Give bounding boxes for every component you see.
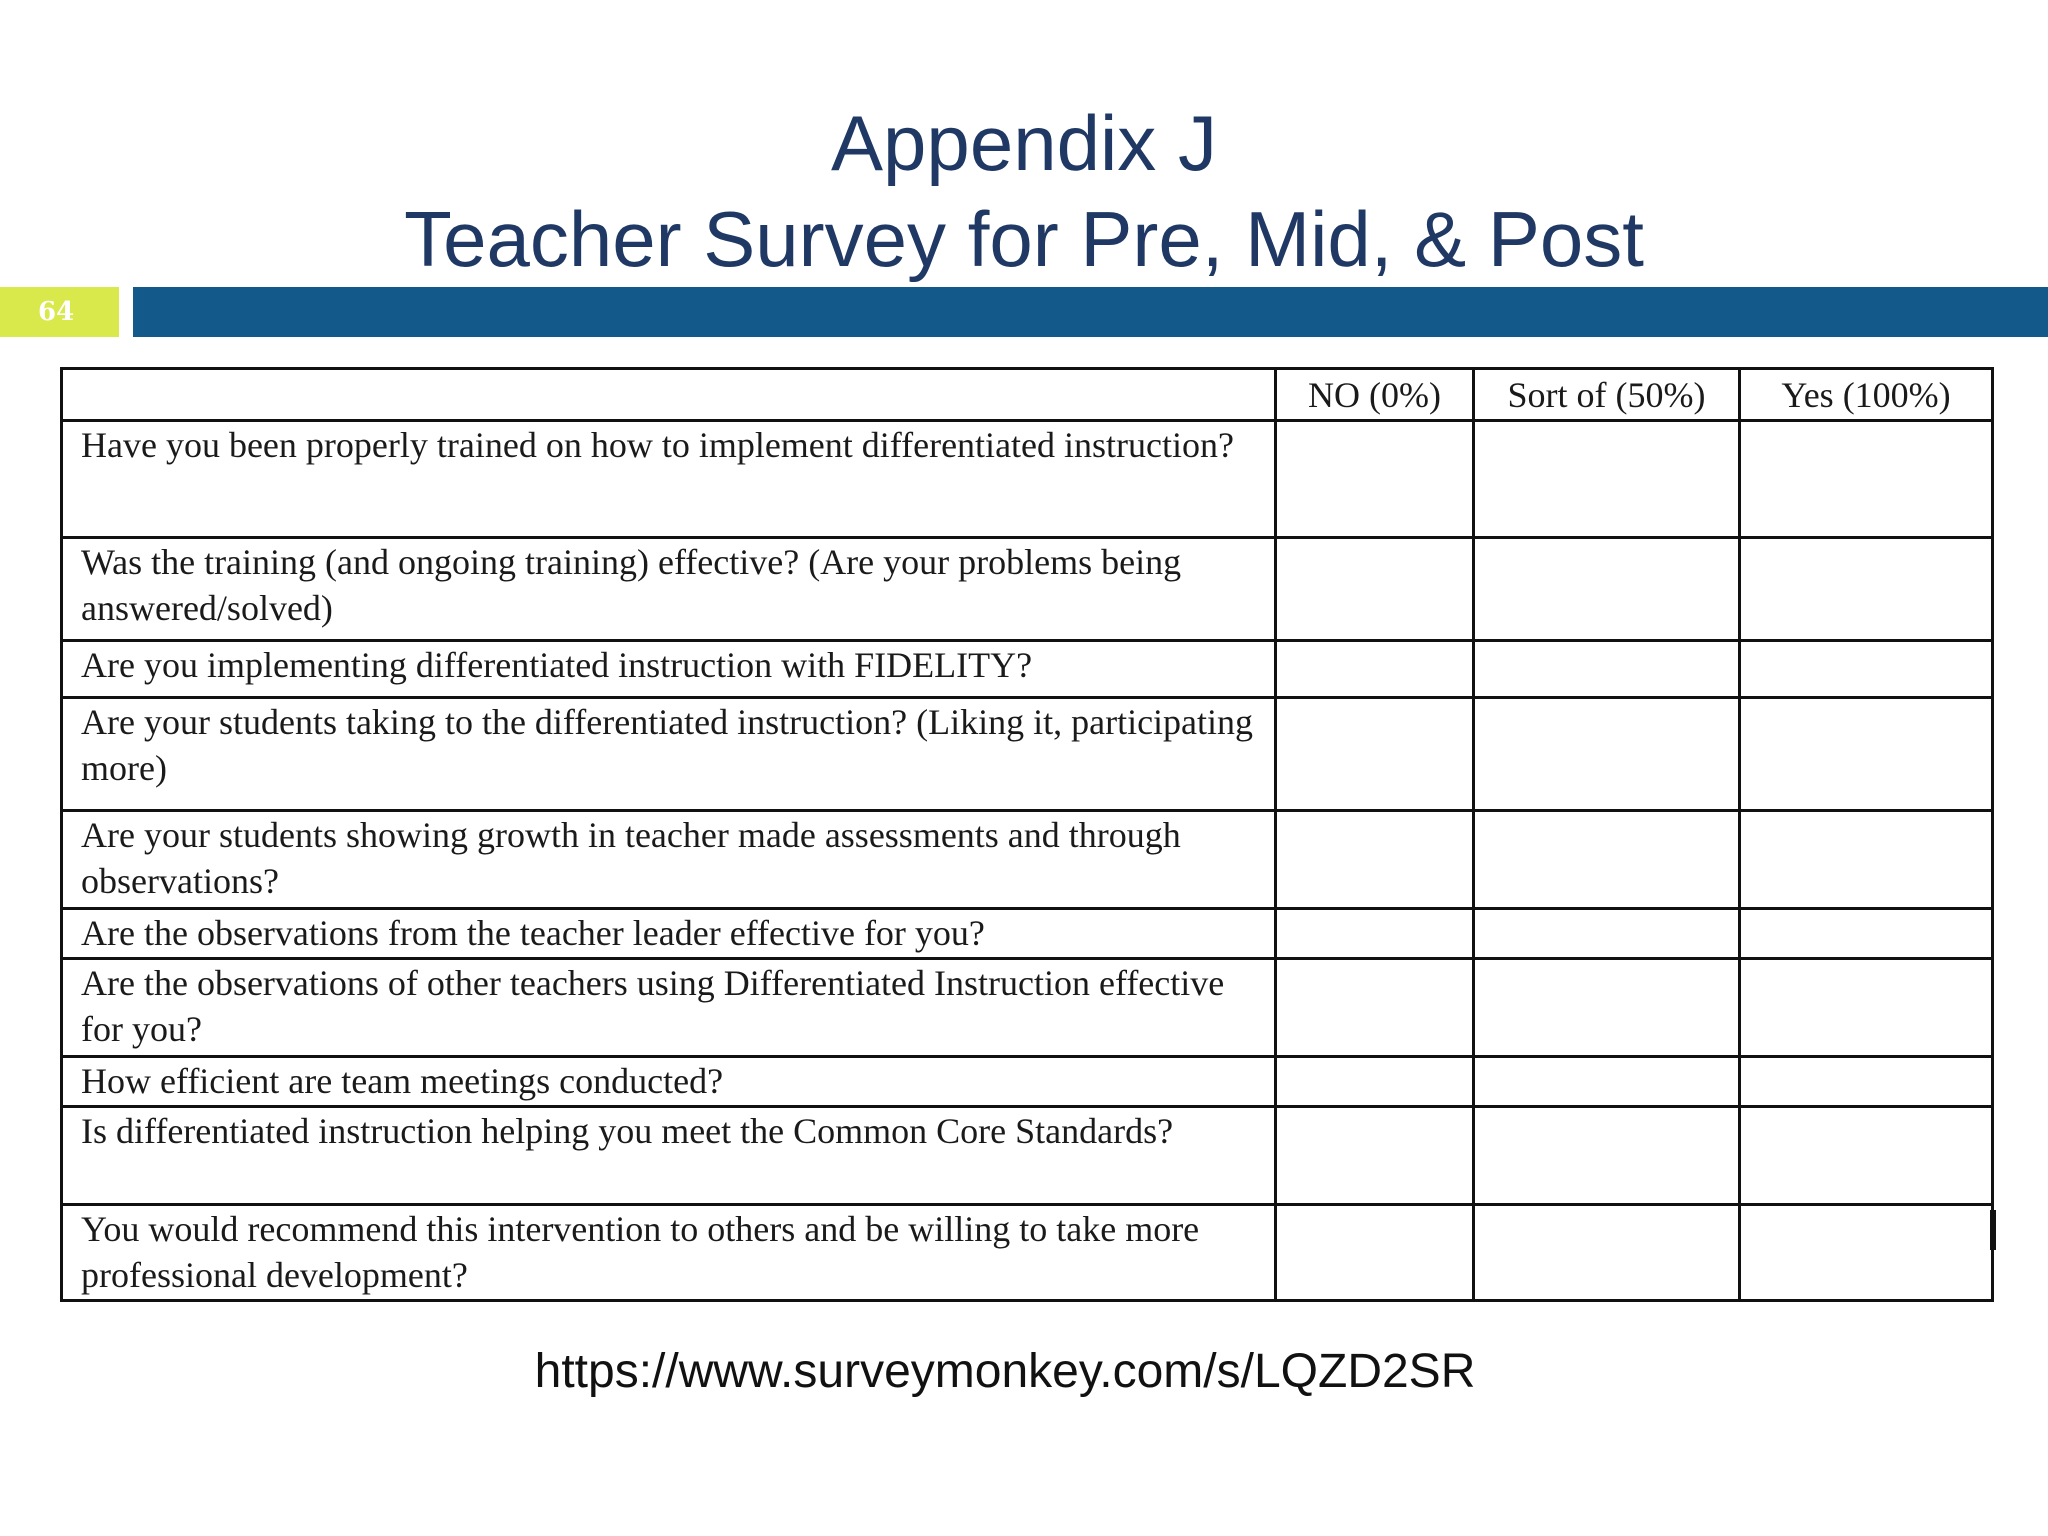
answer-cell-no[interactable]	[1276, 538, 1474, 641]
column-header-sort-of: Sort of (50%)	[1474, 369, 1740, 421]
table-row	[62, 811, 1993, 909]
accent-bar	[133, 287, 2048, 337]
answer-cell-sort-of[interactable]	[1474, 1107, 1740, 1205]
question-cell: Are your students showing growth in teacher made assessments and through observations?	[62, 811, 1276, 909]
answer-cell-yes[interactable]	[1740, 1205, 1993, 1301]
answer-cell-yes[interactable]	[1740, 909, 1993, 959]
answer-cell-sort-of[interactable]	[1474, 811, 1740, 909]
answer-cell-yes[interactable]	[1740, 959, 1993, 1057]
table-row	[62, 959, 1993, 1057]
question-cell: Have you been properly trained on how to implement differentiated instruction?	[62, 421, 1276, 538]
answer-cell-no[interactable]	[1276, 1205, 1474, 1301]
question-cell: Is differentiated instruction helping you meet the Common Core Standards?	[62, 1107, 1276, 1205]
answer-cell-sort-of[interactable]	[1474, 698, 1740, 811]
page-subtitle: Teacher Survey for Pre, Mid, & Post	[404, 195, 1644, 283]
answer-cell-yes[interactable]	[1740, 421, 1993, 538]
answer-cell-sort-of[interactable]	[1474, 909, 1740, 959]
answer-cell-sort-of[interactable]	[1474, 641, 1740, 698]
answer-cell-sort-of[interactable]	[1474, 421, 1740, 538]
answer-cell-yes[interactable]	[1740, 538, 1993, 641]
question-column-header	[62, 369, 1276, 421]
answer-cell-sort-of[interactable]	[1474, 1205, 1740, 1301]
answer-cell-no[interactable]	[1276, 698, 1474, 811]
question-cell: How efficient are team meetings conducted?	[62, 1057, 1276, 1107]
answer-cell-no[interactable]	[1276, 421, 1474, 538]
answer-cell-no[interactable]	[1276, 1107, 1474, 1205]
question-cell: Are the observations from the teacher leader effective for you?	[62, 909, 1276, 959]
answer-cell-yes[interactable]	[1740, 641, 1993, 698]
column-header-yes: Yes (100%)	[1740, 369, 1993, 421]
question-cell: Are your students taking to the differentiated instruction? (Liking it, participating more)	[62, 698, 1276, 811]
table-header-row	[62, 369, 1993, 421]
table-row	[62, 1205, 1993, 1301]
table-row	[62, 1107, 1993, 1205]
answer-cell-yes[interactable]	[1740, 698, 1993, 811]
answer-cell-no[interactable]	[1276, 959, 1474, 1057]
table-row	[62, 1057, 1993, 1107]
survey-table	[60, 367, 1994, 1302]
answer-cell-no[interactable]	[1276, 811, 1474, 909]
table-row	[62, 538, 1993, 641]
question-cell: You would recommend this intervention to others and be willing to take more professional development?	[62, 1205, 1276, 1301]
slide-number-badge: 64	[0, 287, 119, 337]
table-edge-mark	[1990, 1210, 1996, 1250]
question-cell: Are the observations of other teachers using Differentiated Instruction effective for you?	[62, 959, 1276, 1057]
table-row	[62, 421, 1993, 538]
page-title: Appendix J	[831, 99, 1217, 187]
table-row	[62, 641, 1993, 698]
answer-cell-yes[interactable]	[1740, 1057, 1993, 1107]
table-row	[62, 698, 1993, 811]
answer-cell-no[interactable]	[1276, 1057, 1474, 1107]
answer-cell-yes[interactable]	[1740, 1107, 1993, 1205]
survey-link[interactable]: https://www.surveymonkey.com/s/LQZD2SR	[534, 1345, 1476, 1398]
answer-cell-sort-of[interactable]	[1474, 1057, 1740, 1107]
table-row	[62, 909, 1993, 959]
question-cell: Was the training (and ongoing training) effective? (Are your problems being answered/solved)	[62, 538, 1276, 641]
question-cell: Are you implementing differentiated instruction with FIDELITY?	[62, 641, 1276, 698]
answer-cell-yes[interactable]	[1740, 811, 1993, 909]
column-header-no: NO (0%)	[1276, 369, 1474, 421]
answer-cell-no[interactable]	[1276, 909, 1474, 959]
answer-cell-sort-of[interactable]	[1474, 959, 1740, 1057]
answer-cell-sort-of[interactable]	[1474, 538, 1740, 641]
answer-cell-no[interactable]	[1276, 641, 1474, 698]
